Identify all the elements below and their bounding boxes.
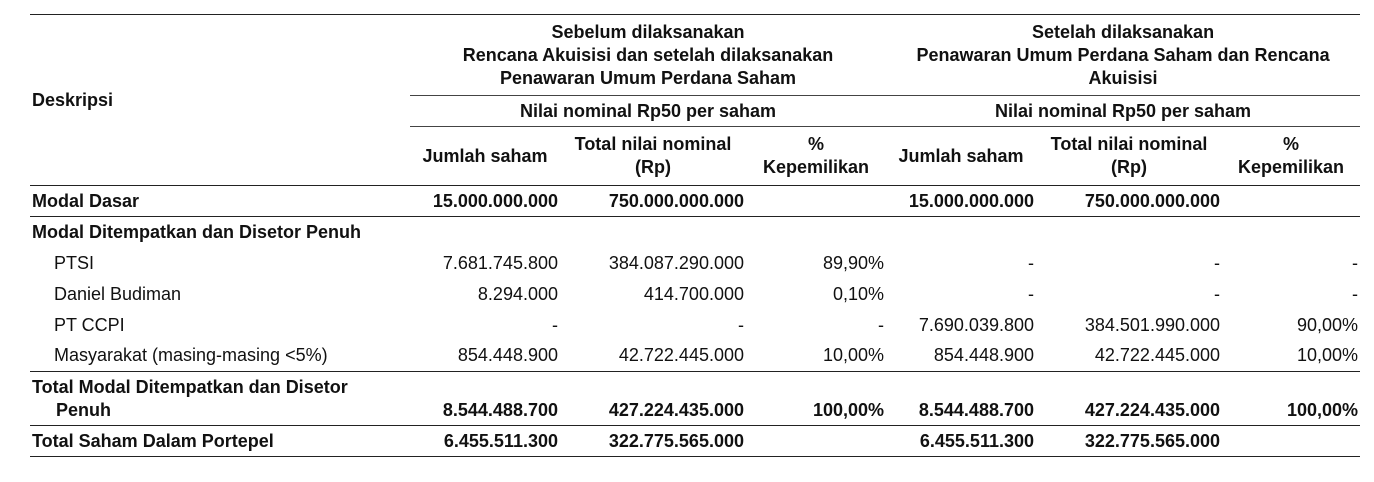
table-row-ccpi bbox=[30, 310, 1360, 341]
after-pct-cell: 90,00% bbox=[1296, 314, 1359, 335]
after-pct-header-line1: % bbox=[1283, 134, 1300, 154]
after-pct-cell: 100,00% bbox=[1286, 400, 1359, 420]
after-pct-header bbox=[1222, 127, 1360, 186]
before-header bbox=[410, 15, 886, 96]
before-pct-header-line2: Kepemilikan bbox=[762, 157, 870, 177]
before-header-line2: Rencana Akuisisi dan setelah dilaksanakan bbox=[462, 44, 834, 65]
before-total-cell: - bbox=[738, 314, 744, 335]
header-row-periods bbox=[30, 15, 1360, 96]
table-row-masyarakat bbox=[30, 341, 1360, 372]
after-shares-cell: - bbox=[1028, 283, 1035, 304]
before-total-header bbox=[560, 127, 746, 186]
after-header-line3: Akuisisi bbox=[1088, 67, 1158, 88]
before-pct-cell: 0,10% bbox=[832, 283, 885, 304]
after-pct-cell: - bbox=[1352, 283, 1359, 304]
table-row-ptsi bbox=[30, 248, 1360, 279]
before-shares-cell: 15.000.000.000 bbox=[432, 190, 558, 211]
description-header: Deskripsi bbox=[30, 15, 410, 186]
section-label: Modal Ditempatkan dan Disetor Penuh bbox=[32, 221, 362, 242]
before-pct-cell: - bbox=[878, 314, 885, 335]
after-shares-cell: 854.448.900 bbox=[933, 345, 1035, 366]
before-total-cell: 322.775.565.000 bbox=[608, 430, 744, 451]
after-total-cell: - bbox=[1214, 252, 1221, 273]
after-header-line2: Penawaran Umum Perdana Saham dan Rencana bbox=[916, 44, 1330, 65]
row-label-line1: Total Modal Ditempatkan dan Disetor bbox=[32, 376, 348, 397]
before-shares-cell: 6.455.511.300 bbox=[443, 430, 558, 451]
after-shares-cell: 15.000.000.000 bbox=[908, 190, 1035, 211]
before-shares-cell: 854.448.900 bbox=[457, 345, 558, 366]
before-total-header-line1: Total nilai nominal bbox=[574, 134, 732, 154]
after-shares-cell: 8.544.488.700 bbox=[918, 400, 1035, 420]
row-label: Masyarakat (masing-masing <5%) bbox=[54, 345, 328, 366]
after-total-header-line1: Total nilai nominal bbox=[1050, 134, 1208, 154]
table-row-portepel bbox=[30, 426, 1360, 457]
after-shares-cell: 7.690.039.800 bbox=[918, 314, 1035, 335]
before-pct-cell: 10,00% bbox=[822, 345, 885, 366]
before-total-cell: 750.000.000.000 bbox=[608, 190, 744, 211]
before-shares-header: Jumlah saham bbox=[422, 145, 548, 166]
before-header-line3: Penawaran Umum Perdana Saham bbox=[499, 67, 797, 88]
before-pct-header-line1: % bbox=[808, 134, 825, 154]
row-label: Daniel Budiman bbox=[54, 283, 182, 304]
after-pct-cell: - bbox=[1352, 252, 1359, 273]
before-shares-cell: - bbox=[552, 314, 558, 335]
after-pct-cell bbox=[1222, 186, 1360, 217]
nominal-before-header: Nilai nominal Rp50 per saham bbox=[410, 96, 886, 127]
after-pct-cell: 10,00% bbox=[1296, 345, 1359, 366]
after-total-cell: 427.224.435.000 bbox=[1084, 400, 1221, 420]
table-row-modal-dasar bbox=[30, 186, 1360, 217]
row-label: PTSI bbox=[54, 252, 95, 273]
after-pct-header-line2: Kepemilikan bbox=[1238, 157, 1345, 177]
after-shares-header: Jumlah saham bbox=[898, 145, 1024, 166]
after-total-header-line2: (Rp) bbox=[1111, 157, 1147, 177]
after-total-cell: 750.000.000.000 bbox=[1084, 190, 1221, 211]
before-shares-cell: 7.681.745.800 bbox=[442, 252, 558, 273]
after-shares-cell: - bbox=[1028, 252, 1035, 273]
before-shares-cell: 8.544.488.700 bbox=[442, 400, 558, 420]
before-pct-cell: 89,90% bbox=[822, 252, 885, 273]
after-total-cell: 384.501.990.000 bbox=[1084, 314, 1221, 335]
before-total-cell: 42.722.445.000 bbox=[618, 345, 744, 366]
after-header bbox=[886, 15, 1360, 96]
after-total-cell: 42.722.445.000 bbox=[1094, 345, 1221, 366]
after-pct-cell bbox=[1222, 426, 1360, 457]
nominal-after-header: Nilai nominal Rp50 per saham bbox=[886, 96, 1360, 127]
before-pct-cell bbox=[746, 426, 886, 457]
table-row-section bbox=[30, 217, 1360, 248]
row-label: Total Saham Dalam Portepel bbox=[32, 430, 274, 451]
capital-structure-table bbox=[30, 14, 1360, 457]
before-total-cell: 427.224.435.000 bbox=[608, 400, 744, 420]
after-total-cell: - bbox=[1214, 283, 1221, 304]
before-pct-header bbox=[746, 127, 886, 186]
table-row-total-modal bbox=[30, 372, 1360, 426]
capital-structure-table-wrapper bbox=[30, 14, 1360, 457]
before-total-cell: 384.087.290.000 bbox=[608, 252, 744, 273]
before-pct-cell: 100,00% bbox=[812, 400, 885, 420]
before-total-cell: 414.700.000 bbox=[643, 283, 744, 304]
row-label-line2: Penuh bbox=[56, 399, 112, 420]
before-header-line1: Sebelum dilaksanakan bbox=[551, 21, 745, 42]
table-row-daniel bbox=[30, 279, 1360, 310]
after-total-header bbox=[1036, 127, 1222, 186]
row-label bbox=[30, 372, 410, 426]
row-label: Modal Dasar bbox=[32, 190, 140, 211]
before-total-header-line2: (Rp) bbox=[635, 157, 671, 177]
before-pct-cell bbox=[746, 186, 886, 217]
after-total-cell: 322.775.565.000 bbox=[1084, 430, 1221, 451]
after-shares-cell: 6.455.511.300 bbox=[919, 430, 1035, 451]
before-shares-cell: 8.294.000 bbox=[477, 283, 558, 304]
row-label: PT CCPI bbox=[54, 314, 125, 335]
after-header-line1: Setelah dilaksanakan bbox=[1031, 21, 1215, 42]
